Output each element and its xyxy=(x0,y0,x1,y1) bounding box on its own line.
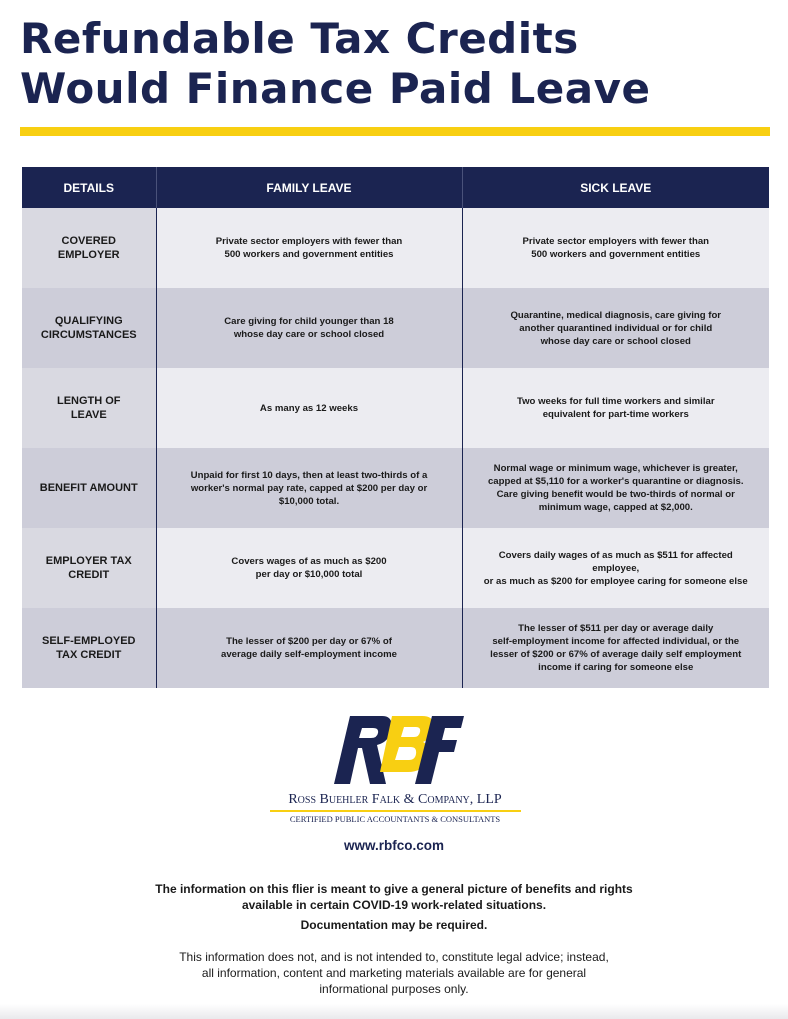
sick-leave-cell: Normal wage or minimum wage, whichever is greater, capped at $5,110 for a worker's quarantine or diagnosis. Care giving benefit would be two-thirds of normal or minimum wage, capped at $2,000. xyxy=(462,448,769,528)
sick-leave-cell: Two weeks for full time workers and similar equivalent for part-time workers xyxy=(462,368,769,448)
table-row xyxy=(22,528,769,608)
title-line-1: Refundable Tax Credits xyxy=(20,14,579,63)
disclaimer-legal: This information does not, and is not intended to, constitute legal advice; instead, all information, content and marketing materials available are for general informational purposes only. xyxy=(179,950,609,996)
family-leave-cell: Unpaid for first 10 days, then at least two-thirds of a worker's normal pay rate, capped at $200 per day or $10,000 total. xyxy=(156,448,462,528)
detail-cell: SELF-EMPLOYED TAX CREDIT xyxy=(22,608,156,688)
disclaimer-documentation: Documentation may be required. xyxy=(300,918,488,932)
detail-cell: LENGTH OF LEAVE xyxy=(22,368,156,448)
leave-comparison-table xyxy=(22,167,769,688)
family-leave-cell: Covers wages of as much as $200 per day or $10,000 total xyxy=(156,528,462,608)
family-leave-cell: The lesser of $200 per day or 67% of average daily self-employment income xyxy=(156,608,462,688)
sick-leave-cell: The lesser of $511 per day or average daily self-employment income for affected individual, or the lesser of $200 or 67% of average daily self employment income if caring for someone else xyxy=(462,608,769,688)
family-leave-cell: As many as 12 weeks xyxy=(156,368,462,448)
detail-cell: QUALIFYING CIRCUMSTANCES xyxy=(22,288,156,368)
firm-name-divider xyxy=(270,810,521,812)
table-row xyxy=(22,608,769,688)
table-row xyxy=(22,448,769,528)
disclaimer-general: The information on this flier is meant to give a general picture of benefits and rights available in certain COVID-19 work-related situations. xyxy=(155,882,633,912)
family-leave-cell: Care giving for child younger than 18 whose day care or school closed xyxy=(156,288,462,368)
detail-cell: EMPLOYER TAX CREDIT xyxy=(22,528,156,608)
firm-name: Ross Buehler Falk & Company, LLP xyxy=(288,792,502,807)
sick-leave-cell: Covers daily wages of as much as $511 for affected employee, or as much as $200 for employee caring for someone else xyxy=(462,528,769,608)
detail-cell: COVERED EMPLOYER xyxy=(22,208,156,288)
page-bottom-edge xyxy=(0,1004,788,1019)
table-row xyxy=(22,208,769,288)
detail-cell: BENEFIT AMOUNT xyxy=(22,448,156,528)
header-details: DETAILS xyxy=(22,167,156,208)
family-leave-cell: Private sector employers with fewer than 500 workers and government entities xyxy=(156,208,462,288)
rbf-logo-icon xyxy=(320,712,470,792)
table-row xyxy=(22,368,769,448)
header-family-leave: FAMILY LEAVE xyxy=(156,167,462,208)
table-row xyxy=(22,288,769,368)
sick-leave-cell: Quarantine, medical diagnosis, care giving for another quarantined individual or for child whose day care or school closed xyxy=(462,288,769,368)
firm-tagline: CERTIFIED PUBLIC ACCOUNTANTS & CONSULTANTS xyxy=(289,814,501,824)
header-sick-leave: SICK LEAVE xyxy=(462,167,769,208)
website-link[interactable]: www.rbfco.com xyxy=(343,838,444,853)
title-line-2: Would Finance Paid Leave xyxy=(20,64,651,113)
sick-leave-cell: Private sector employers with fewer than 500 workers and government entities xyxy=(462,208,769,288)
table-header-row xyxy=(22,167,769,208)
title-underline xyxy=(20,127,770,136)
page-title xyxy=(20,14,650,114)
